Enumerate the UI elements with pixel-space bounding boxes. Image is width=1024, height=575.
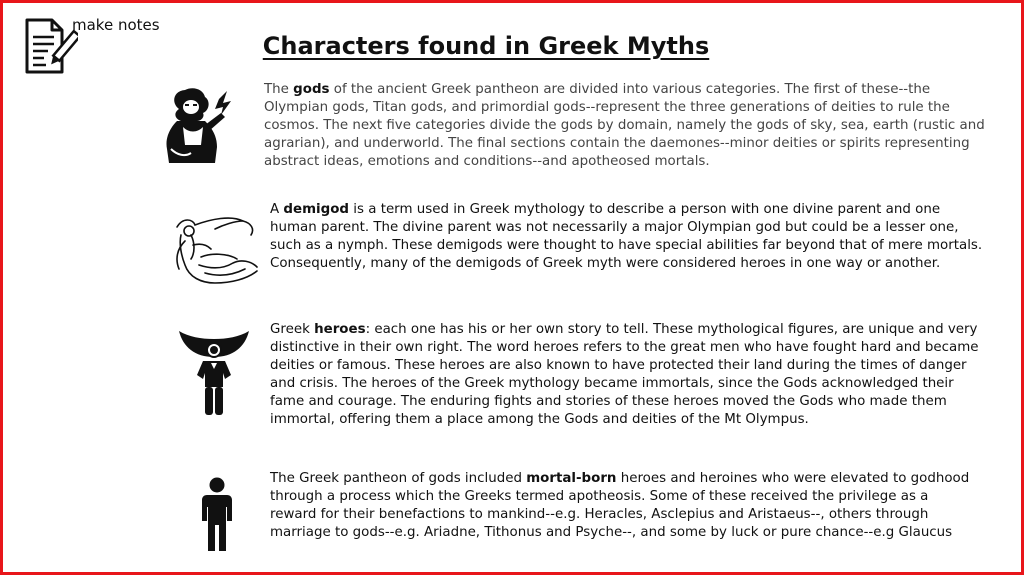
gods-text-after: of the ancient Greek pantheon are divided into various categories. The first of these--the Olympian gods, Titan gods, and primordial gods--represent the three generations of deities to rule the cosmos. The next five categories divide the gods by domain, namely the gods of sky, sea, earth (rustic and agrarian), and underworld. The final sections contain the daemones--minor deities or spirits representing abstract ideas, emotions and conditions--and apotheosed mortals. <box>264 82 985 169</box>
demigod-text-after: is a term used in Greek mythology to describe a person with one divine parent and one human parent. The divine parent was not necessarily a major Olympian god but could be a lesser one, such as a nymph. These demigods were thought to have special abilities far beyond that of mere mortals. Consequently, many of the demigods of Greek myth were considered heroes in one way or another. <box>270 202 983 271</box>
gods-paragraph <box>264 81 989 171</box>
mortal-born-text-before: The Greek pantheon of gods included <box>270 471 527 486</box>
heroes-paragraph <box>270 321 990 429</box>
zeus-god-icon <box>161 87 237 167</box>
person-icon <box>200 477 234 553</box>
heroes-keyword: heroes <box>314 322 366 337</box>
page-title <box>3 32 1021 60</box>
make-notes-label[interactable]: make notes <box>72 16 160 34</box>
gods-keyword: gods <box>293 82 330 97</box>
page-title-text: Characters found in Greek Myths <box>262 32 710 60</box>
demigod-paragraph <box>270 201 988 273</box>
mortal-born-text-after: heroes and heroines who were elevated to godhood through a process which the Greeks termed apotheosis. Some of these received the privilege as a reward for their benefactions to mankind--e.g. Heracles, Asclepius and Aristaeus--, others through marriage to gods--e.g. Ariadne, Tithonus and Psyche--, and some by luck or pure chance--e.g Glaucus <box>270 471 970 540</box>
gods-text-before: The <box>264 82 294 97</box>
mermaid-nymph-icon <box>171 213 261 289</box>
mortal-born-keyword: mortal-born <box>526 471 617 486</box>
heroes-text-before: Greek <box>270 322 315 337</box>
mortal-born-paragraph <box>270 470 970 542</box>
demigod-keyword: demigod <box>283 202 350 217</box>
heroes-text-after: : each one has his or her own story to tell. These mythological figures, are unique and very distinctive in their own right. The word heroes refers to the great men who have fought hard and became deities or famous. These heroes are also known to have protected their land during the times of danger and crisis. The heroes of the Greek mythology became immortals, since the Gods acknowledged their fame and courage. The enduring fights and stories of these heroes moved the Gods who made them immortal, offering them a place among the Gods and deities of the Mt Olympus. <box>270 322 979 427</box>
demigod-text-before: A <box>270 202 284 217</box>
caped-hero-icon <box>179 329 249 417</box>
